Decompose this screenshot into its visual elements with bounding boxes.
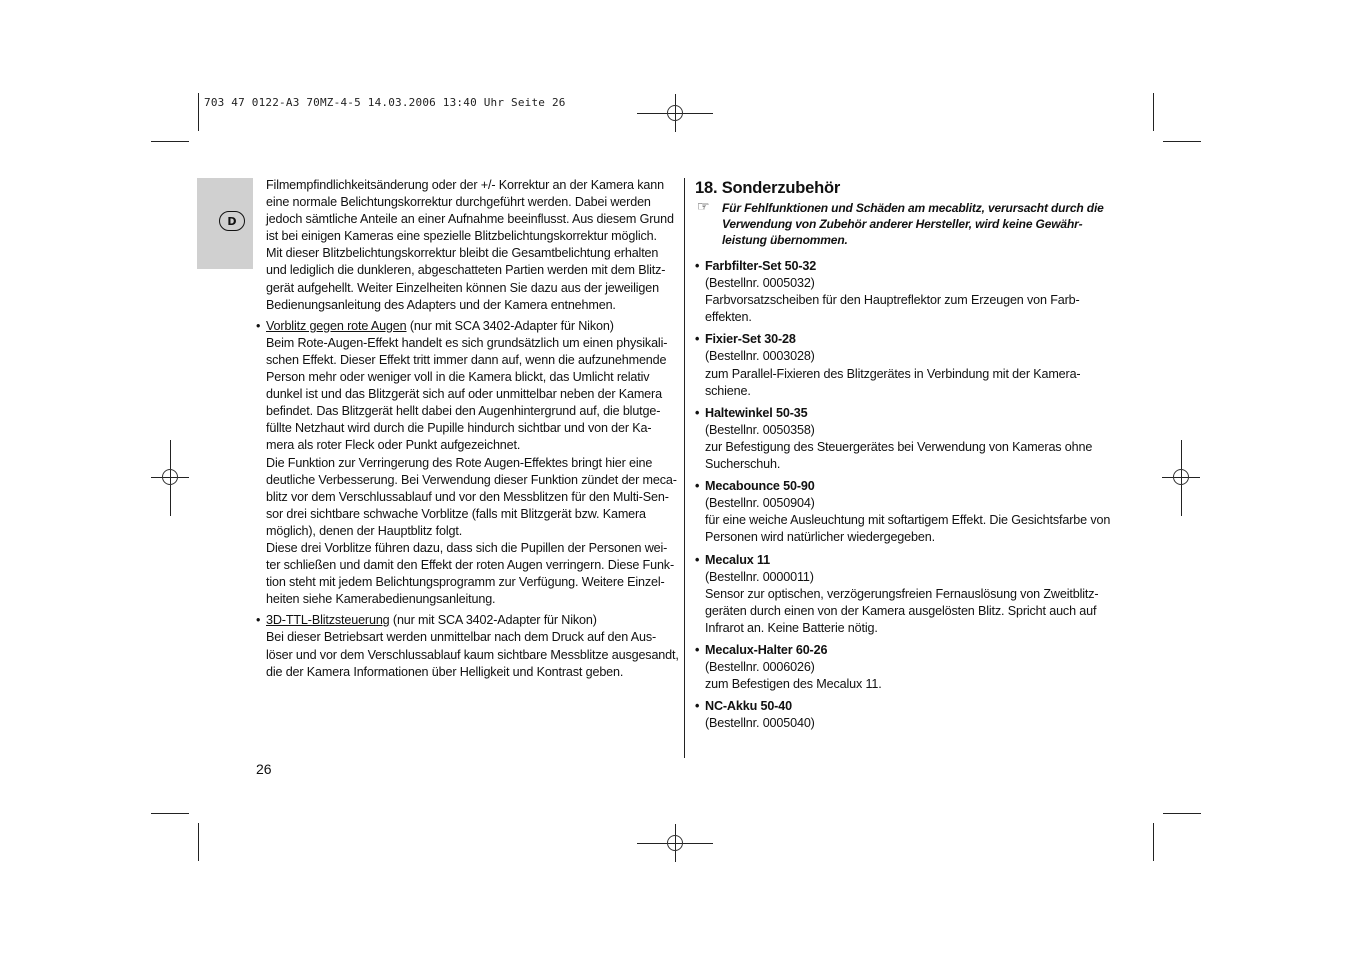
bullet: • (695, 699, 700, 714)
section-heading (266, 612, 680, 629)
text-line: dunkel ist und das Blitzgerät sich auf oder unmittelbar neben der Kamera (266, 387, 662, 402)
bullet: • (695, 642, 700, 657)
order-number: (Bestellnr. 0000011) (705, 569, 814, 584)
order-number: (Bestellnr. 0050904) (705, 496, 815, 511)
description-line: zur Befestigung des Steuergerätes bei Verwendung von Kameras ohne (705, 439, 1093, 454)
text-line: und lediglich die dunkleren, abgeschatteten Partien werden mit dem Blitz- (266, 263, 666, 278)
description-line: geräten durch einen von der Kamera ausgelösten Blitz. Spricht auch auf (705, 603, 1097, 618)
text-line: Die Funktion zur Verringerung des Rote Augen-Effektes bringt hier eine (266, 455, 653, 470)
note-line: Für Fehlfunktionen und Schäden am mecablitz, verursacht durch die (722, 201, 1104, 215)
text-line: Filmempfindlichkeitsänderung oder der +/- Korrektur an der Kamera kann (266, 178, 664, 192)
text-line: mera als roter Fleck oder Punkt aufgezeichnet. (266, 438, 521, 453)
registration-circle (1173, 469, 1189, 485)
accessory-item (695, 331, 1115, 399)
pointing-hand-icon: ☞ (697, 198, 710, 214)
accessory-name: Haltewinkel 50-35 (705, 405, 808, 420)
description-line: Sensor zur optischen, verzögerungsfreien Fernauslösung von Zweitblitz- (705, 586, 1099, 601)
section-heading (266, 318, 680, 335)
bullet: • (695, 259, 700, 273)
accessory-item (695, 478, 1115, 546)
order-number: (Bestellnr. 0050358) (705, 422, 815, 437)
description-line: Farbvorsatzscheiben für den Hauptreflektor zum Erzeugen von Farb- (705, 293, 1080, 308)
accessory-item (695, 698, 1115, 732)
bullet: • (256, 318, 261, 333)
crop-mark (1163, 141, 1201, 142)
accessory-item (695, 405, 1115, 473)
crop-mark (1153, 823, 1154, 861)
description-line: Infrarot an. Keine Batterie nötig. (705, 620, 878, 635)
text-line: ist bei einigen Kameras eine spezielle Blitzbelichtungskorrektur möglich. (266, 229, 657, 244)
crop-mark (1163, 813, 1201, 814)
page-number: 26 (256, 761, 272, 777)
description-line: zum Parallel-Fixieren des Blitzgerätes in Verbindung mit der Kamera- (705, 366, 1081, 381)
accessory-name: Mecalux 11 (705, 552, 771, 567)
text-line: Mit dieser Blitzbelichtungskorrektur bleibt die Gesamtbelichtung erhalten (266, 246, 659, 261)
column-divider (684, 178, 685, 758)
print-slug-line: 703 47 0122-A3 70MZ-4-5 14.03.2006 13:40 Uhr Seite 26 (204, 96, 566, 109)
text-line: gerät aufgehellt. Weiter Einzelheiten können Sie dazu aus der jeweiligen (266, 280, 659, 295)
text-line: Person mehr oder weniger voll in die Kamera blickt, das Umlicht relativ (266, 370, 650, 385)
text-line: schen Effekt. Dieser Effekt tritt immer dann auf, wenn die aufzunehmende (266, 352, 667, 367)
bullet: • (695, 479, 700, 494)
order-number: (Bestellnr. 0006026) (705, 660, 815, 675)
ttl-title: 3D-TTL-Blitzsteuerung (266, 613, 390, 628)
text-line: sor drei sichtbare schwache Vorblitze (falls mit Blitzgerät bzw. Kamera (266, 506, 646, 521)
description-line: schiene. (705, 383, 751, 398)
bullet: • (695, 332, 700, 347)
text-line: möglich), denen der Hauptblitz folgt. (266, 523, 463, 538)
order-number: (Bestellnr. 0005032) (705, 276, 815, 291)
bullet: • (256, 613, 261, 628)
note-line: Verwendung von Zubehör anderer Hersteller, wird keine Gewähr- (722, 217, 1083, 231)
registration-circle (667, 105, 683, 121)
bullet: • (695, 552, 700, 567)
ttl-note: (nur mit SCA 3402-Adapter für Nikon) (389, 613, 597, 628)
text-line: die der Kamera Informationen über Helligkeit und Kontrast geben. (266, 664, 624, 679)
description-line: effekten. (705, 310, 752, 325)
text-line: löser und vor dem Verschlussablauf kaum sichtbare Messblitze ausgesandt, (266, 647, 679, 662)
text-line: heiten siehe Kamerabedienungsanleitung. (266, 592, 496, 607)
red-eye-section (256, 318, 680, 609)
description-line: Sucherschuh. (705, 457, 781, 472)
text-line: füllte Netzhaut wird durch die Pupille hindurch sichtbar und von der Ka- (266, 421, 652, 436)
text-line: befindet. Das Blitzgerät hellt dabei den Augenhintergrund auf, die blutge- (266, 404, 661, 419)
accessory-name: NC-Akku 50-40 (705, 699, 792, 714)
ttl-section (256, 612, 680, 680)
note-line: leistung übernommen. (722, 233, 848, 247)
section-title: 18. Sonderzubehör (695, 179, 841, 197)
registration-circle (667, 835, 683, 851)
accessory-item (695, 552, 1115, 637)
description-line: zum Befestigen des Mecalux 11. (705, 677, 882, 692)
crop-mark (198, 823, 199, 861)
accessory-name: Mecalux-Halter 60-26 (705, 642, 828, 657)
language-badge: D (219, 211, 245, 231)
crop-mark (198, 93, 199, 131)
warning-note (695, 200, 1115, 248)
accessory-item (695, 642, 1115, 693)
crop-mark (151, 141, 189, 142)
left-column (256, 177, 680, 681)
text-line: blitz vor dem Verschlussablauf und vor den Messblitzen für den Multi-Sen- (266, 489, 669, 504)
text-line: Bedienungsanleitung des Adapters und der Kamera entnehmen. (266, 297, 616, 312)
text-line: eine normale Belichtungskorrektur durchgeführt werden. Dabei werden (266, 195, 651, 210)
text-line: tion steht mit jedem Belichtungsprogramm zur Verfügung. Weitere Einzel- (266, 575, 665, 590)
order-number: (Bestellnr. 0005040) (705, 716, 815, 731)
registration-circle (162, 469, 178, 485)
red-eye-note: (nur mit SCA 3402-Adapter für Nikon) (406, 318, 614, 333)
text-line: deutliche Verbesserung. Bei Verwendung dieser Funktion zündet der meca- (266, 472, 677, 487)
order-number: (Bestellnr. 0003028) (705, 349, 815, 364)
accessory-name: Mecabounce 50-90 (705, 479, 815, 494)
bullet: • (695, 405, 700, 420)
text-line: Beim Rote-Augen-Effekt handelt es sich grundsätzlich um einen physikali- (266, 335, 668, 350)
intro-paragraph (266, 177, 680, 314)
description-line: für eine weiche Ausleuchtung mit softartigem Effekt. Die Gesichtsfarbe von (705, 513, 1111, 528)
crop-mark (1153, 93, 1154, 131)
text-line: Bei dieser Betriebsart werden unmittelbar nach dem Druck auf den Aus- (266, 630, 657, 645)
right-column (695, 177, 1115, 732)
accessory-name: Fixier-Set 30-28 (705, 332, 796, 347)
accessory-item (695, 258, 1115, 326)
red-eye-title: Vorblitz gegen rote Augen (266, 318, 407, 333)
accessory-name: Farbfilter-Set 50-32 (705, 259, 817, 273)
text-line: jedoch sämtliche Anteile an einer Aufnahme beeinflusst. Aus diesem Grund (266, 212, 674, 227)
text-line: Diese drei Vorblitze führen dazu, dass sich die Pupillen der Personen wei- (266, 540, 668, 555)
text-line: ter schließen und damit den Effekt der roten Augen verringern. Diese Funk- (266, 558, 674, 573)
description-line: Personen wird natürlicher wiedergegeben. (705, 530, 935, 545)
crop-mark (151, 813, 189, 814)
